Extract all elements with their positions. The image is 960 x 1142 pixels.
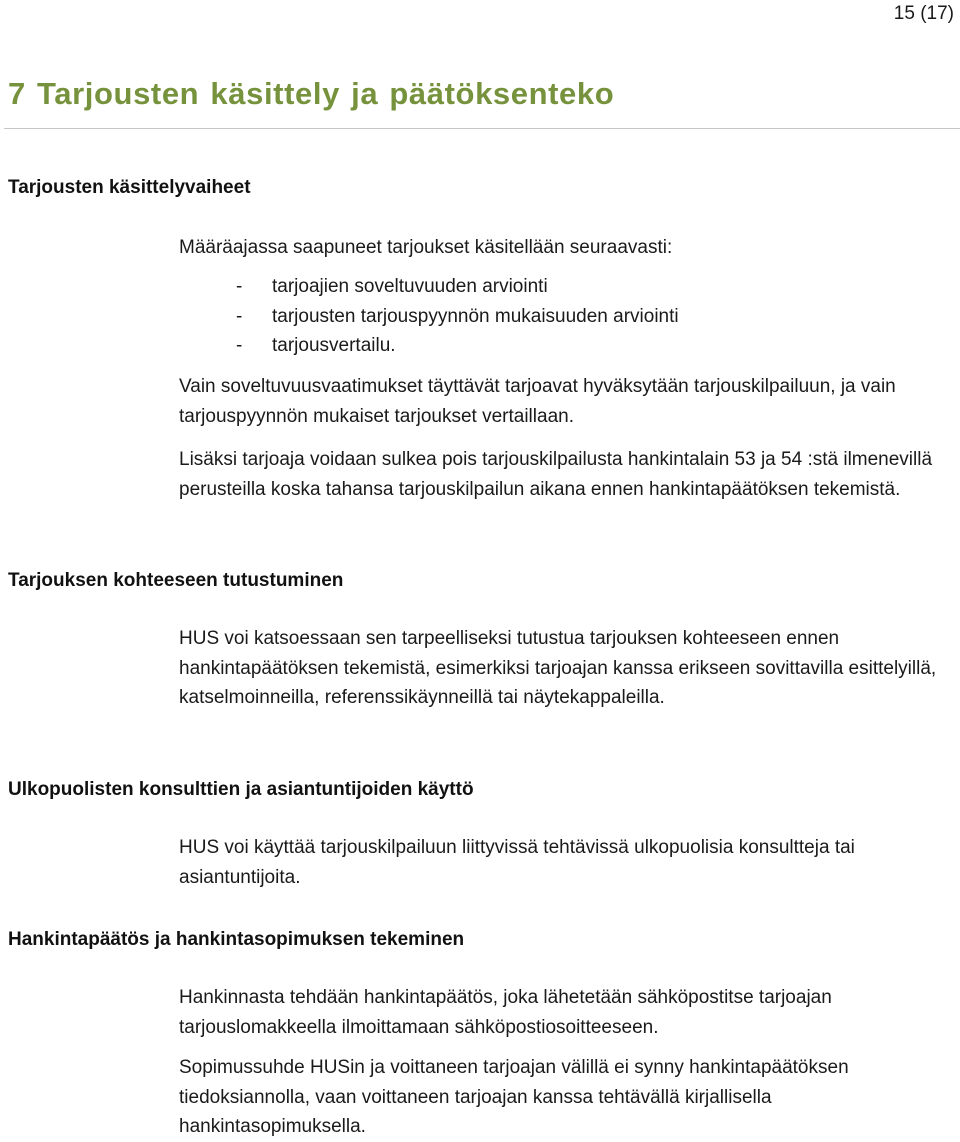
body-paragraph: HUS voi käyttää tarjouskilpailuun liittyvissä tehtävissä ulkopuolisia konsultteja tai asiantuntijoita. <box>179 837 855 888</box>
section-heading-tarjouksen-kohteeseen-tutustuminen: Tarjouksen kohteeseen tutustuminen <box>8 570 344 591</box>
dash-bullet-icon: - <box>236 276 243 297</box>
body-paragraph: Lisäksi tarjoaja voidaan sulkea pois tarjouskilpailusta hankintalain 53 ja 54 :stä ilmenevillä perusteilla koska tahansa tarjouskilpailun aikana ennen hankintapäätöksen tekemistä. <box>179 449 933 500</box>
body-paragraph: Sopimussuhde HUSin ja voittaneen tarjoajan välillä ei synny hankintapäätöksen tiedoksiannolla, vaan voittaneen tarjoajan kanssa tehtävällä kirjallisella hankintasopimuksella. <box>179 1057 849 1137</box>
list-item <box>236 331 679 361</box>
chapter-title: 7 Tarjousten käsittely ja päätöksenteko <box>8 76 615 111</box>
list-item-text: tarjoajien soveltuvuuden arviointi <box>272 276 548 297</box>
section-heading-tarjousten-kasittelyvaiheet: Tarjousten käsittelyvaiheet <box>8 177 251 198</box>
list-item <box>236 302 679 332</box>
list-item-text: tarjousvertailu. <box>272 335 396 356</box>
page-number: 15 (17) <box>893 3 954 24</box>
section-heading-ulkopuolisten-konsulttien-kaytto: Ulkopuolisten konsulttien ja asiantuntijoiden käyttö <box>8 779 474 800</box>
list-item-text: tarjousten tarjouspyynnön mukaisuuden arviointi <box>272 305 679 327</box>
dash-bullet-icon: - <box>236 305 243 327</box>
body-paragraph: Vain soveltuvuusvaatimukset täyttävät tarjoavat hyväksytään tarjouskilpailuun, ja vain tarjouspyynnön mukaiset tarjoukset vertaillaan. <box>179 376 896 427</box>
body-paragraph: HUS voi katsoessaan sen tarpeelliseksi tutustua tarjouksen kohteeseen ennen hankintapäätöksen tekemistä, esimerkiksi tarjoajan kanssa erikseen sovittavilla esittelyillä, katselmoinneilla, referenssikäynneillä tai näytekappaleilla. <box>179 628 937 708</box>
dash-bullet-icon: - <box>236 335 243 356</box>
title-divider <box>4 128 960 129</box>
intro-paragraph: Määräajassa saapuneet tarjoukset käsitellään seuraavasti: <box>179 237 673 258</box>
body-paragraph: Hankinnasta tehdään hankintapäätös, joka lähetetään sähköpostitse tarjoajan tarjouslomakkeella ilmoittamaan sähköpostiosoitteeseen. <box>179 987 832 1038</box>
list-item <box>236 272 679 302</box>
processing-steps-list <box>236 272 679 361</box>
section-heading-hankintapaatos-ja-sopimus: Hankintapäätös ja hankintasopimuksen tekeminen <box>8 929 465 950</box>
